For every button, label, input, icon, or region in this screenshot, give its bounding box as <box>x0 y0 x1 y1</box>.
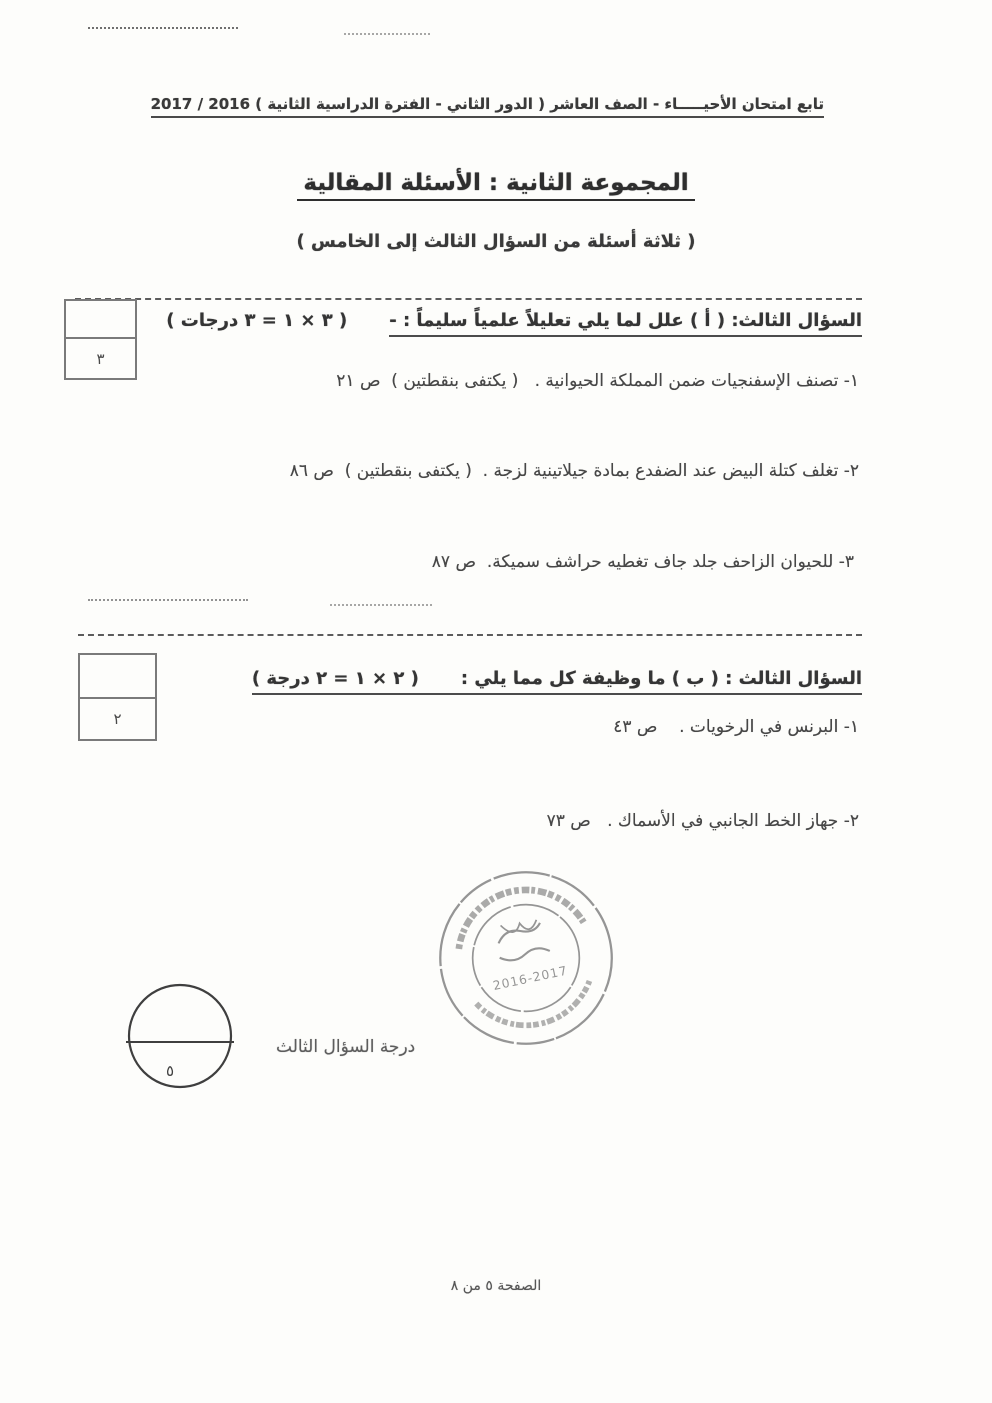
grade-circle <box>124 980 236 1092</box>
marks-box-a-empty-cell <box>66 301 135 339</box>
question-b-item-2: ٢- جهاز الخط الجانبي في الأسماك . ص ٧٣ <box>546 811 859 831</box>
marks-box-a <box>64 299 137 380</box>
stamp-emblem-stroke-2 <box>499 946 550 963</box>
marks-box-b-empty-cell <box>80 655 155 699</box>
scan-dots-mid-2 <box>330 604 432 606</box>
section-title-row <box>0 170 992 201</box>
grade-label: درجة السؤال الثالث <box>276 1037 416 1057</box>
question-a-item-2: ٢- تغلف كتلة البيض عند الضفدع بمادة جيلاتينية لزجة . ( يكتفى بنقطتين ) ص ٨٦ <box>289 461 859 481</box>
section-title: المجموعة الثانية : الأسئلة المقالية <box>297 170 694 201</box>
page-footer: الصفحة ٥ من ٨ <box>450 1278 542 1294</box>
question-a-marks: ( ٣ × ١ = ٣ درجات ) <box>166 310 348 331</box>
question-a-item-1: ١- تصنف الإسفنجيات ضمن المملكة الحيوانية . ( يكتفى بنقطتين ) ص ٢١ <box>336 371 859 391</box>
scan-dots-mid-1 <box>88 599 248 601</box>
official-stamp <box>407 839 644 1076</box>
scan-dots-top-1 <box>88 27 238 29</box>
question-b-heading-row <box>252 668 862 695</box>
question-a-heading: السؤال الثالث: ( أ ) علل لما يلي تعليلاً علمياً سليماً : - <box>389 310 862 337</box>
marks-box-a-value: ٣ <box>96 349 105 368</box>
question-b-marks: ( ٢ × ١ = ٢ درجة ) <box>251 668 419 689</box>
separator-dashed-b <box>78 634 862 636</box>
question-b-heading: السؤال الثالث : ( ب ) ما وظيفة كل مما يلي : <box>460 668 862 689</box>
section-subtitle-row <box>0 231 992 252</box>
question-a-heading-row <box>166 310 862 337</box>
separator-dashed-a <box>75 298 862 300</box>
stamp-year: 2016-2017 <box>491 963 569 994</box>
marks-box-b-value: ٢ <box>113 710 122 728</box>
section-subtitle: ( ثلاثة أسئلة من السؤال الثالث إلى الخامس ) <box>296 231 696 252</box>
exam-header: تابع امتحان الأحيـــــاء - الصف العاشر ( الدور الثاني - الفترة الدراسية الثانية ) 2016 / 2017 <box>151 95 824 118</box>
question-b-item-1: ١- البرنس في الرخويات . ص ٤٣ <box>613 717 859 737</box>
question-a-item-3: ٣- للحيوان الزاحف جلد جاف تغطيه حراشف سميكة. ص ٨٧ <box>431 552 854 572</box>
marks-box-b <box>78 653 157 741</box>
scan-dots-top-2 <box>344 33 430 35</box>
grade-value: ٥ <box>165 1062 174 1080</box>
grade-circle-outline <box>129 985 231 1087</box>
stamp-inner-ring <box>463 895 590 1022</box>
stamp-top-arc-text <box>449 878 583 949</box>
